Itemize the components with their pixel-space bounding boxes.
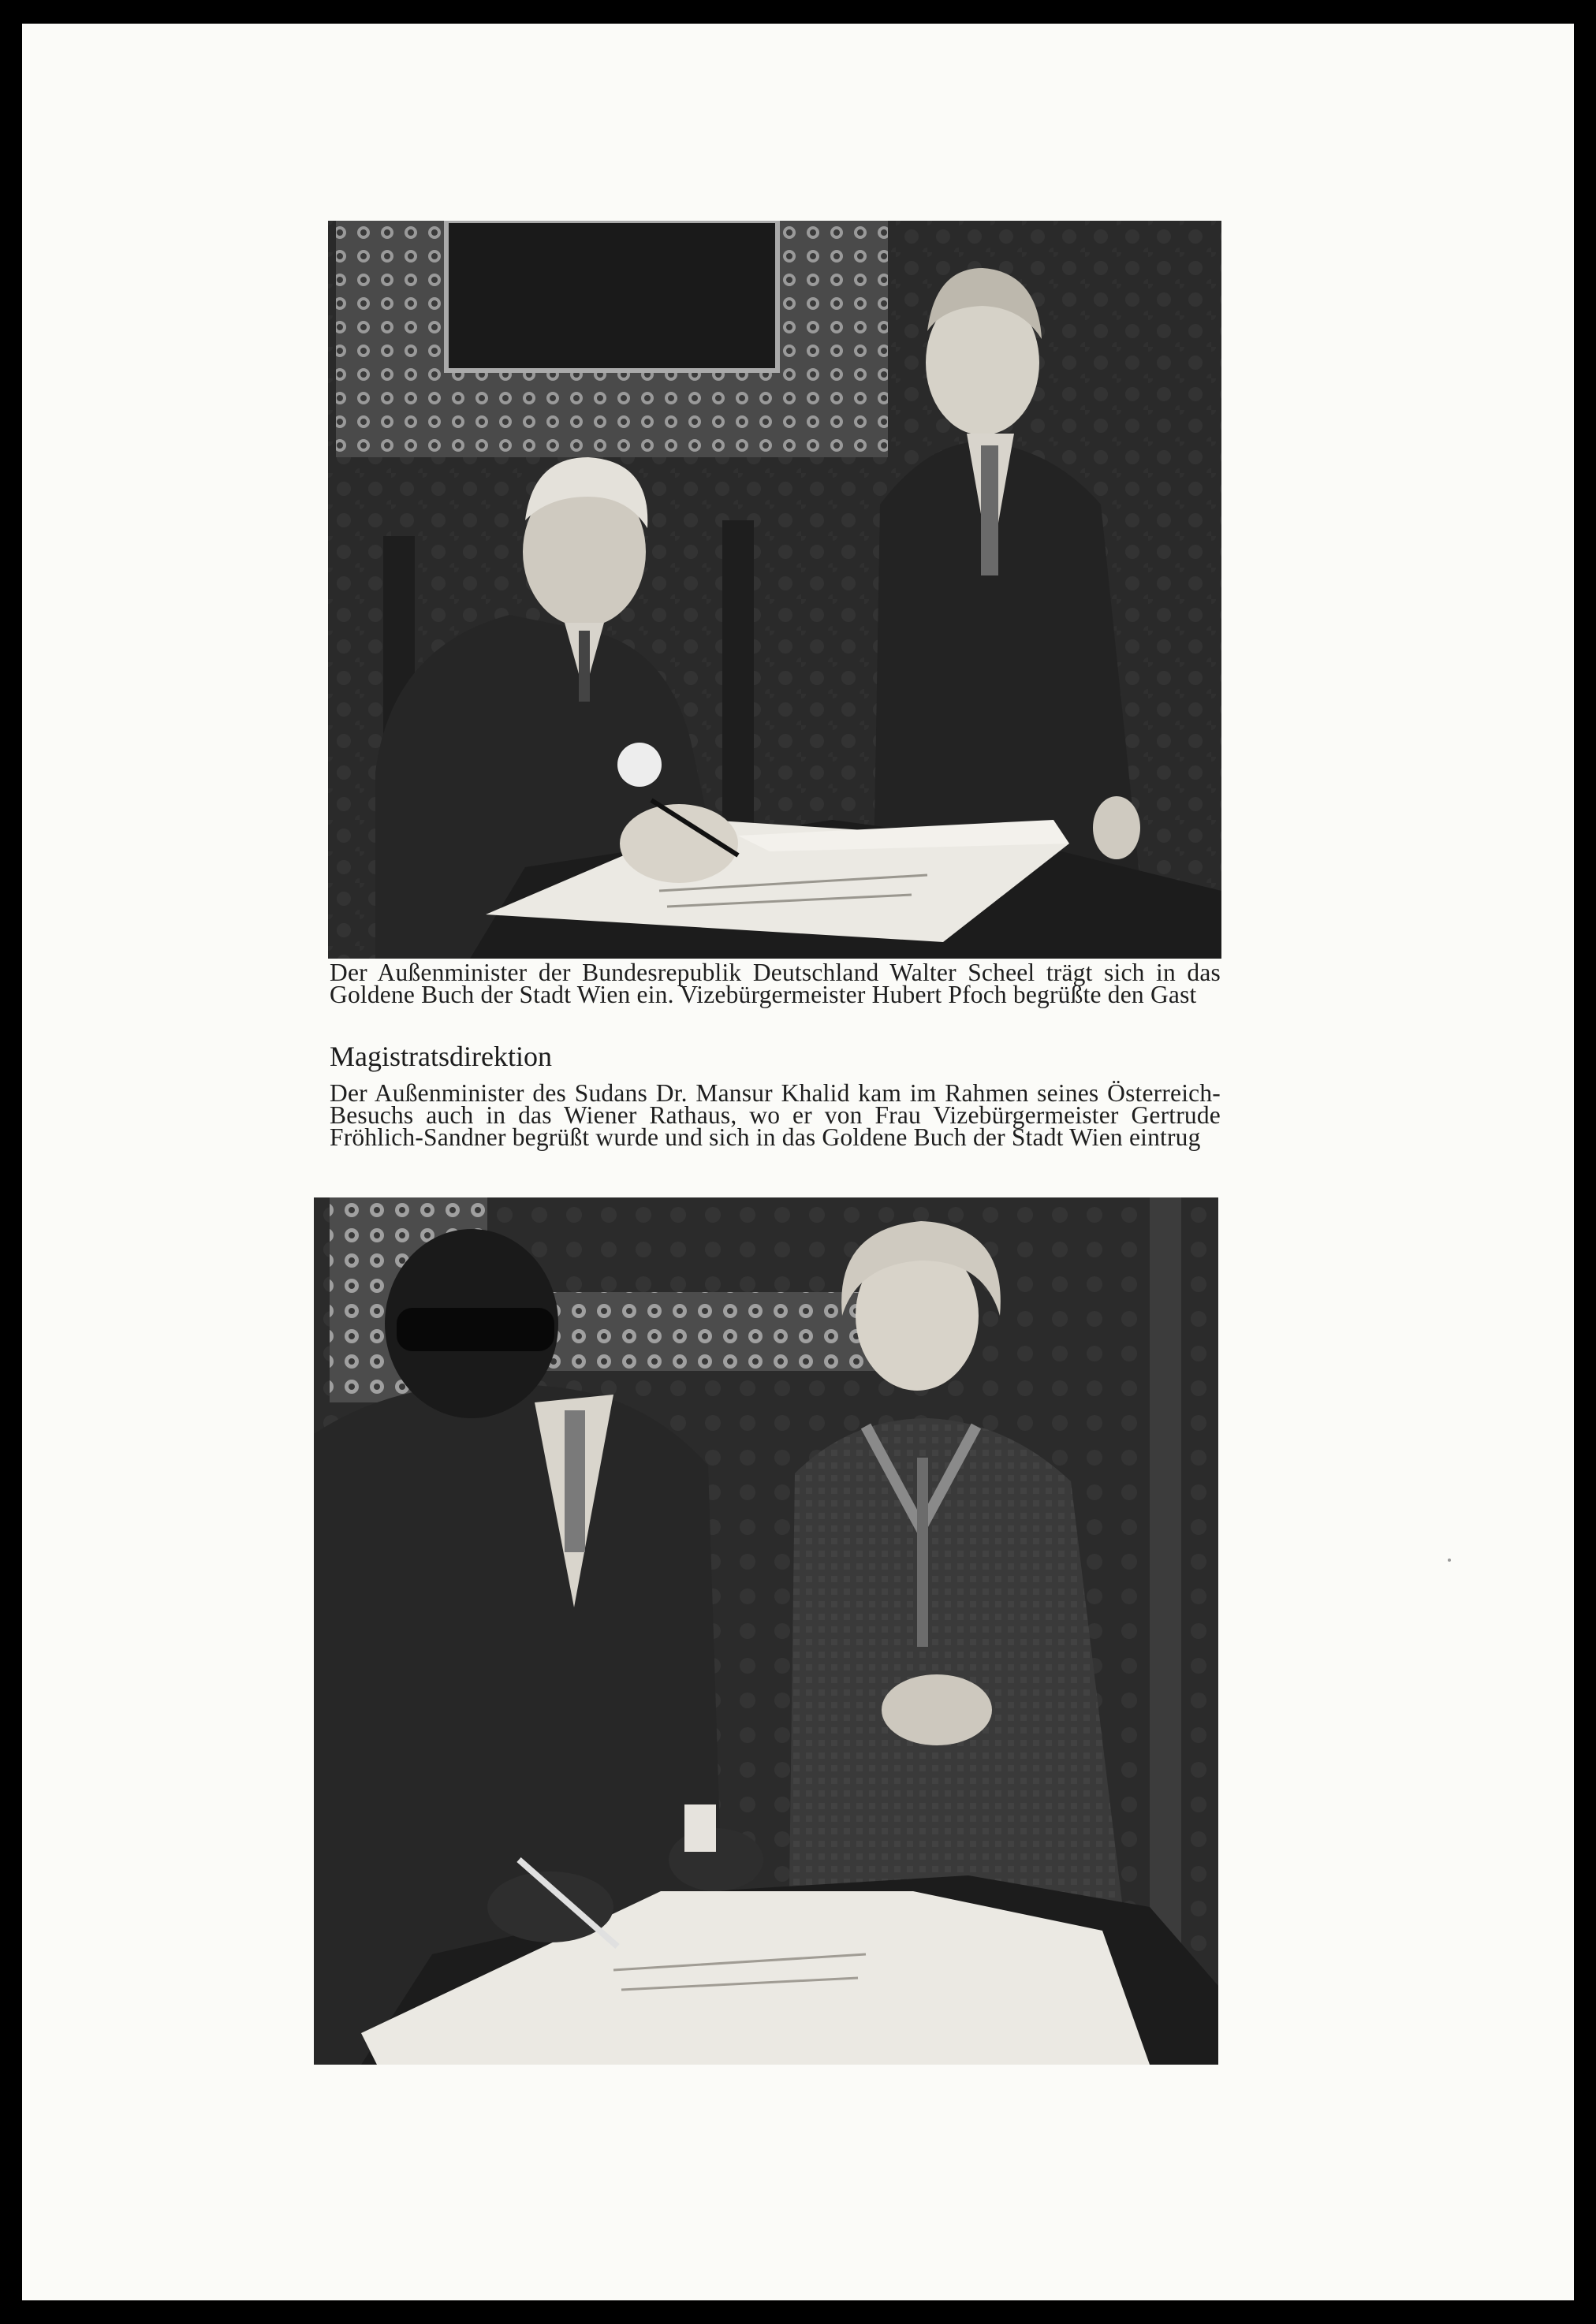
scheel-signing-photo [328,221,1221,959]
photo-caption-1: Der Außenminister der Bundesrepublik Deutschland Walter Scheel trägt sich in das Goldene Buch der Stadt Wien ein. Vizebürgermeister Hubert Pfoch begrüßte den Gast [330,959,1221,1008]
page-speck [1448,1559,1451,1562]
document-page [22,24,1574,2300]
photo-caption-2: Der Außenminister des Sudans Dr. Mansur Khalid kam im Rahmen seines Österreich-Besuchs auch in das Wiener Rathaus, wo er von Frau Vizebürgermeister Gertrude Fröhlich-Sandner begrüßt wurde und sich in das Goldene Buch der Stadt Wien eintrug [330,1079,1221,1151]
photo-icon [328,221,1221,959]
photo-icon [314,1197,1218,2065]
section-heading: Magistratsdirektion [330,1041,552,1072]
khalid-signing-photo [314,1197,1218,2065]
